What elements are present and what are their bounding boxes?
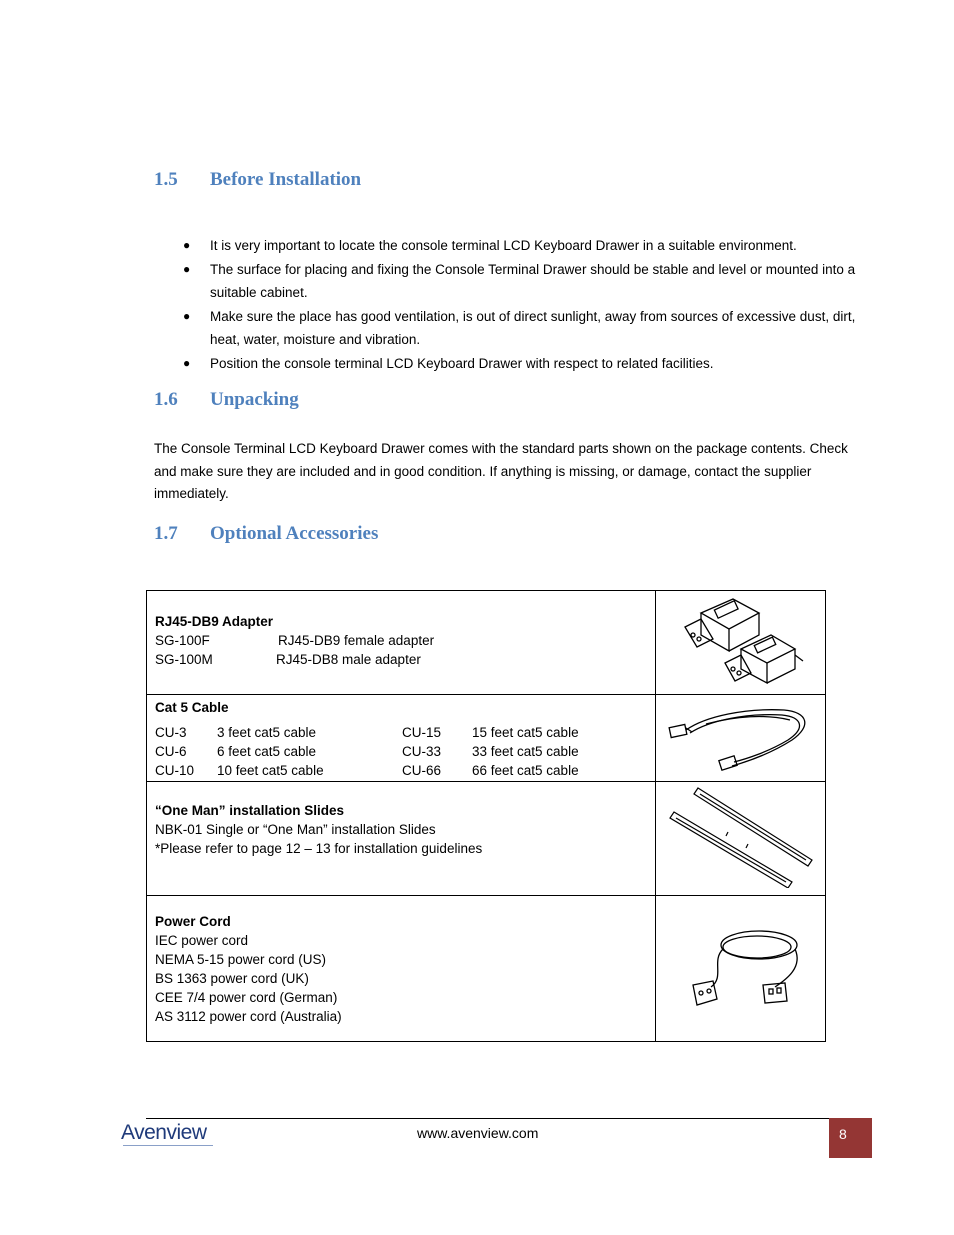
list-item: ● The surface for placing and fixing the Console Terminal Drawer should be stable and level or mounted into a suitable cabinet. bbox=[154, 258, 874, 304]
table-row: Power Cord IEC power cord NEMA 5-15 power cord (US) BS 1363 power cord (UK) CEE 7/4 power cord (German) AS 3112 power cord (Australia) bbox=[147, 896, 826, 1042]
slides-image bbox=[656, 782, 826, 896]
list-item: ● It is very important to locate the console terminal LCD Keyboard Drawer in a suitable environment. bbox=[154, 234, 874, 257]
list-item: ● Make sure the place has good ventilation, is out of direct sunlight, away from sources of excessive dust, dirt, heat, water, moisture and vibration. bbox=[154, 305, 874, 351]
avenview-logo: Avenview bbox=[121, 1121, 207, 1144]
rj45-db9-adapter-icon bbox=[671, 591, 811, 689]
installation-slides-icon bbox=[666, 784, 816, 888]
accessories-table bbox=[146, 590, 826, 1042]
page-number: 8 bbox=[839, 1126, 847, 1142]
cable-image bbox=[656, 695, 826, 782]
table-row: “One Man” installation Slides NBK-01 Single or “One Man” installation Slides *Please refer to page 12 – 13 for installation guidelines bbox=[147, 782, 826, 896]
section-number: 1.7 bbox=[154, 523, 178, 544]
heading-optional-accessories bbox=[154, 523, 378, 545]
table-row: RJ45-DB9 Adapter SG-100F RJ45-DB9 female adapter SG-100M RJ45-DB8 male adapter bbox=[147, 591, 826, 695]
accessory-title: RJ45-DB9 Adapter bbox=[155, 614, 274, 629]
accessory-title: Cat 5 Cable bbox=[155, 700, 229, 715]
unpacking-paragraph: The Console Terminal LCD Keyboard Drawer comes with the standard parts shown on the package contents. Check and make sure they are included and in good condition. If anything is missing, or damage, contact the supplier immediately. bbox=[154, 441, 848, 501]
accessory-title: Power Cord bbox=[155, 914, 231, 929]
bullet-icon: ● bbox=[183, 356, 191, 370]
power-cord-image bbox=[656, 896, 826, 1042]
power-cord-icon bbox=[671, 921, 811, 1011]
bullet-icon: ● bbox=[183, 238, 191, 252]
section-number: 1.6 bbox=[154, 389, 178, 410]
cat5-cable-icon bbox=[666, 696, 816, 776]
accessory-title: “One Man” installation Slides bbox=[155, 803, 345, 818]
bullet-icon: ● bbox=[183, 309, 191, 323]
heading-unpacking bbox=[154, 389, 299, 411]
section-title: Before Installation bbox=[210, 169, 362, 190]
list-item: ● Position the console terminal LCD Keyboard Drawer with respect to related facilities. bbox=[154, 352, 874, 375]
logo-underline bbox=[123, 1145, 213, 1146]
footer-website[interactable]: www.avenview.com bbox=[417, 1125, 539, 1141]
adapter-image bbox=[656, 591, 826, 695]
table-row: Cat 5 Cable CU-3 3 feet cat5 cable CU-15 15 feet cat5 cable CU-6 6 feet cat5 cable CU-33 33 feet cat5 cable CU-10 10 feet cat5 cable CU-66 66 feet cat5 cable bbox=[147, 695, 826, 782]
section-number: 1.5 bbox=[154, 169, 178, 190]
section-title: Unpacking bbox=[210, 389, 299, 410]
bullet-icon: ● bbox=[183, 262, 191, 276]
heading-before-installation bbox=[154, 169, 361, 191]
footer-divider bbox=[146, 1118, 829, 1119]
page-number-badge bbox=[829, 1118, 872, 1158]
section-title: Optional Accessories bbox=[210, 523, 379, 544]
before-installation-list bbox=[154, 234, 874, 376]
